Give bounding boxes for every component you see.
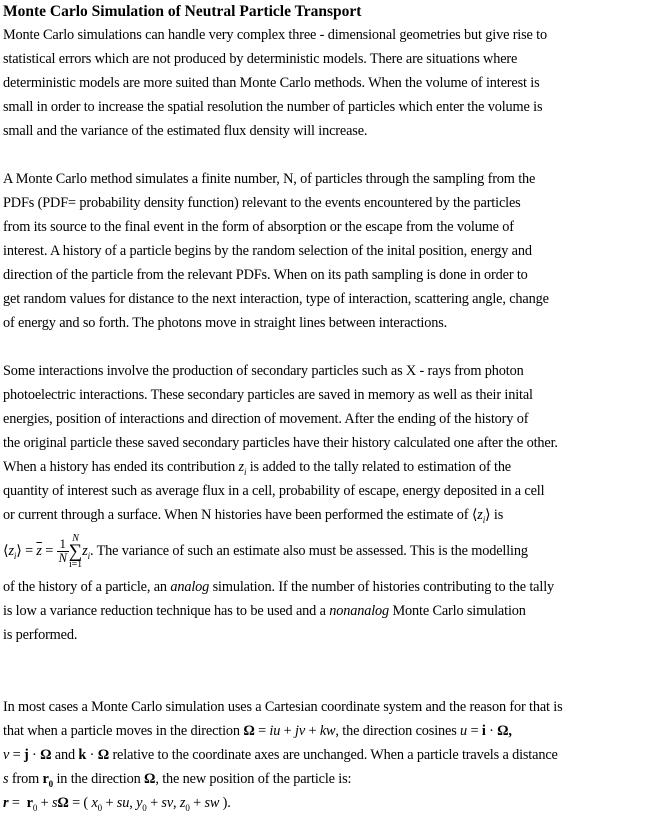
text-span: or current through a surface. When N histories have been performed the estimate of	[3, 507, 472, 523]
zi-symbol: $z_i$	[238, 459, 247, 477]
direction-equation: Ω = iu + jv + kw	[243, 723, 336, 739]
text-line	[3, 455, 646, 479]
paragraph-2	[3, 167, 646, 335]
text-span: from	[8, 771, 43, 787]
text-line	[3, 719, 646, 743]
text-span: in the direction	[53, 771, 145, 787]
paragraph-4	[3, 695, 646, 815]
italic-term: analog	[170, 579, 210, 595]
text-line: small and the variance of the estimated flux density will increase.	[3, 123, 368, 139]
text-span: Monte Carlo simulation	[389, 603, 526, 619]
text-line: the original particle these saved secondary particles have their history calculated one after the other.	[3, 435, 558, 451]
text-line: A Monte Carlo method simulates a finite number, N, of particles through the sampling from the	[3, 171, 536, 187]
text-line: PDFs (PDF= probability density function) relevant to the events encountered by the particles	[3, 195, 521, 211]
text-line: photoelectric interactions. These secondary particles are saved in memory as well as their inital	[3, 387, 533, 403]
text-line: of energy and so forth. The photons move in straight lines between interactions.	[3, 315, 448, 331]
text-span: relative to the coordinate axes are unchanged. When a particle travels a distance	[109, 747, 558, 763]
text-line: is performed.	[3, 627, 78, 643]
text-line	[3, 503, 646, 527]
italic-term: nonanalog	[329, 603, 390, 619]
k-cosine: k · Ω	[78, 747, 110, 763]
text-line	[3, 767, 646, 791]
text-line: Some interactions involve the production of secondary particles such as X - rays from photon	[3, 363, 524, 379]
text-line	[3, 599, 646, 623]
position-formula-line	[3, 791, 646, 815]
text-line: energies, position of interactions and direction of movement. After the ending of the history of	[3, 411, 529, 427]
paragraph-1	[3, 23, 646, 143]
document-body	[3, 0, 646, 815]
text-span: simulation. If the number of histories contributing to the tally	[209, 579, 555, 595]
text-span: , the new position of the particle is:	[155, 771, 352, 787]
document-title: Monte Carlo Simulation of Neutral Particle Transport	[3, 3, 362, 20]
text-line: interest. A history of a particle begins by the random selection of the inital position, energy and	[3, 243, 532, 259]
paragraph-3	[3, 359, 646, 647]
s-symbol: s	[3, 771, 9, 787]
text-span: is low a variance reduction technique has to be used and a	[3, 603, 330, 619]
text-line	[3, 575, 646, 599]
estimate-formula-line	[3, 527, 646, 575]
text-line: small in order to increase the spatial resolution the number of particles which enter the volume is	[3, 99, 543, 115]
estimate-symbol: $⟨z_i⟩$	[471, 507, 491, 525]
text-span: of the history of a particle, an	[3, 579, 171, 595]
text-line: Monte Carlo simulations can handle very complex three - dimensional geometries but give rise to	[3, 27, 547, 43]
text-span: . The variance of such an estimate also must be assessed. This is the modelling	[89, 543, 528, 559]
text-span: is added to the tally related to estimation of the	[246, 459, 512, 475]
position-formula: $r = r_0 + s\Omega$ = ( $x_0$ + su, $y_0$ + sv, $z_0$ + sw ).	[3, 795, 231, 813]
text-line: statistical errors which are not produced by deterministic models. There are situations where	[3, 51, 518, 67]
omega-symbol: Ω	[144, 771, 156, 787]
estimate-formula: $⟨z_i⟩ = \overline{z}$ = $\frac{1}{N}$ N ∑ $i=1z_i$	[3, 532, 90, 570]
text-line	[3, 743, 646, 767]
text-span: is	[490, 507, 504, 523]
v-cosine: v = j · Ω	[3, 747, 52, 763]
text-span: that when a particle moves in the direction	[3, 723, 244, 739]
text-line: from its source to the final event in the form of absorption or the escape from the volume of	[3, 219, 514, 235]
u-cosine: u = i · Ω,	[460, 723, 512, 739]
text-line: deterministic models are more suited than Monte Carlo methods. When the volume of interest is	[3, 75, 540, 91]
text-line: direction of the particle from the relevant PDFs. When on its path sampling is done in order to	[3, 267, 528, 283]
text-span: When a history has ended its contribution	[3, 459, 239, 475]
text-line: quantity of interest such as average flux in a cell, probability of escape, energy deposited in a cell	[3, 483, 545, 499]
text-span: , the direction cosines	[335, 723, 461, 739]
r0-symbol: $r_0$	[42, 771, 54, 789]
text-line: get random values for distance to the next interaction, type of interaction, scattering angle, change	[3, 291, 549, 307]
text-line: In most cases a Monte Carlo simulation uses a Cartesian coordinate system and the reason for that is	[3, 699, 563, 715]
text-span: and	[51, 747, 79, 763]
